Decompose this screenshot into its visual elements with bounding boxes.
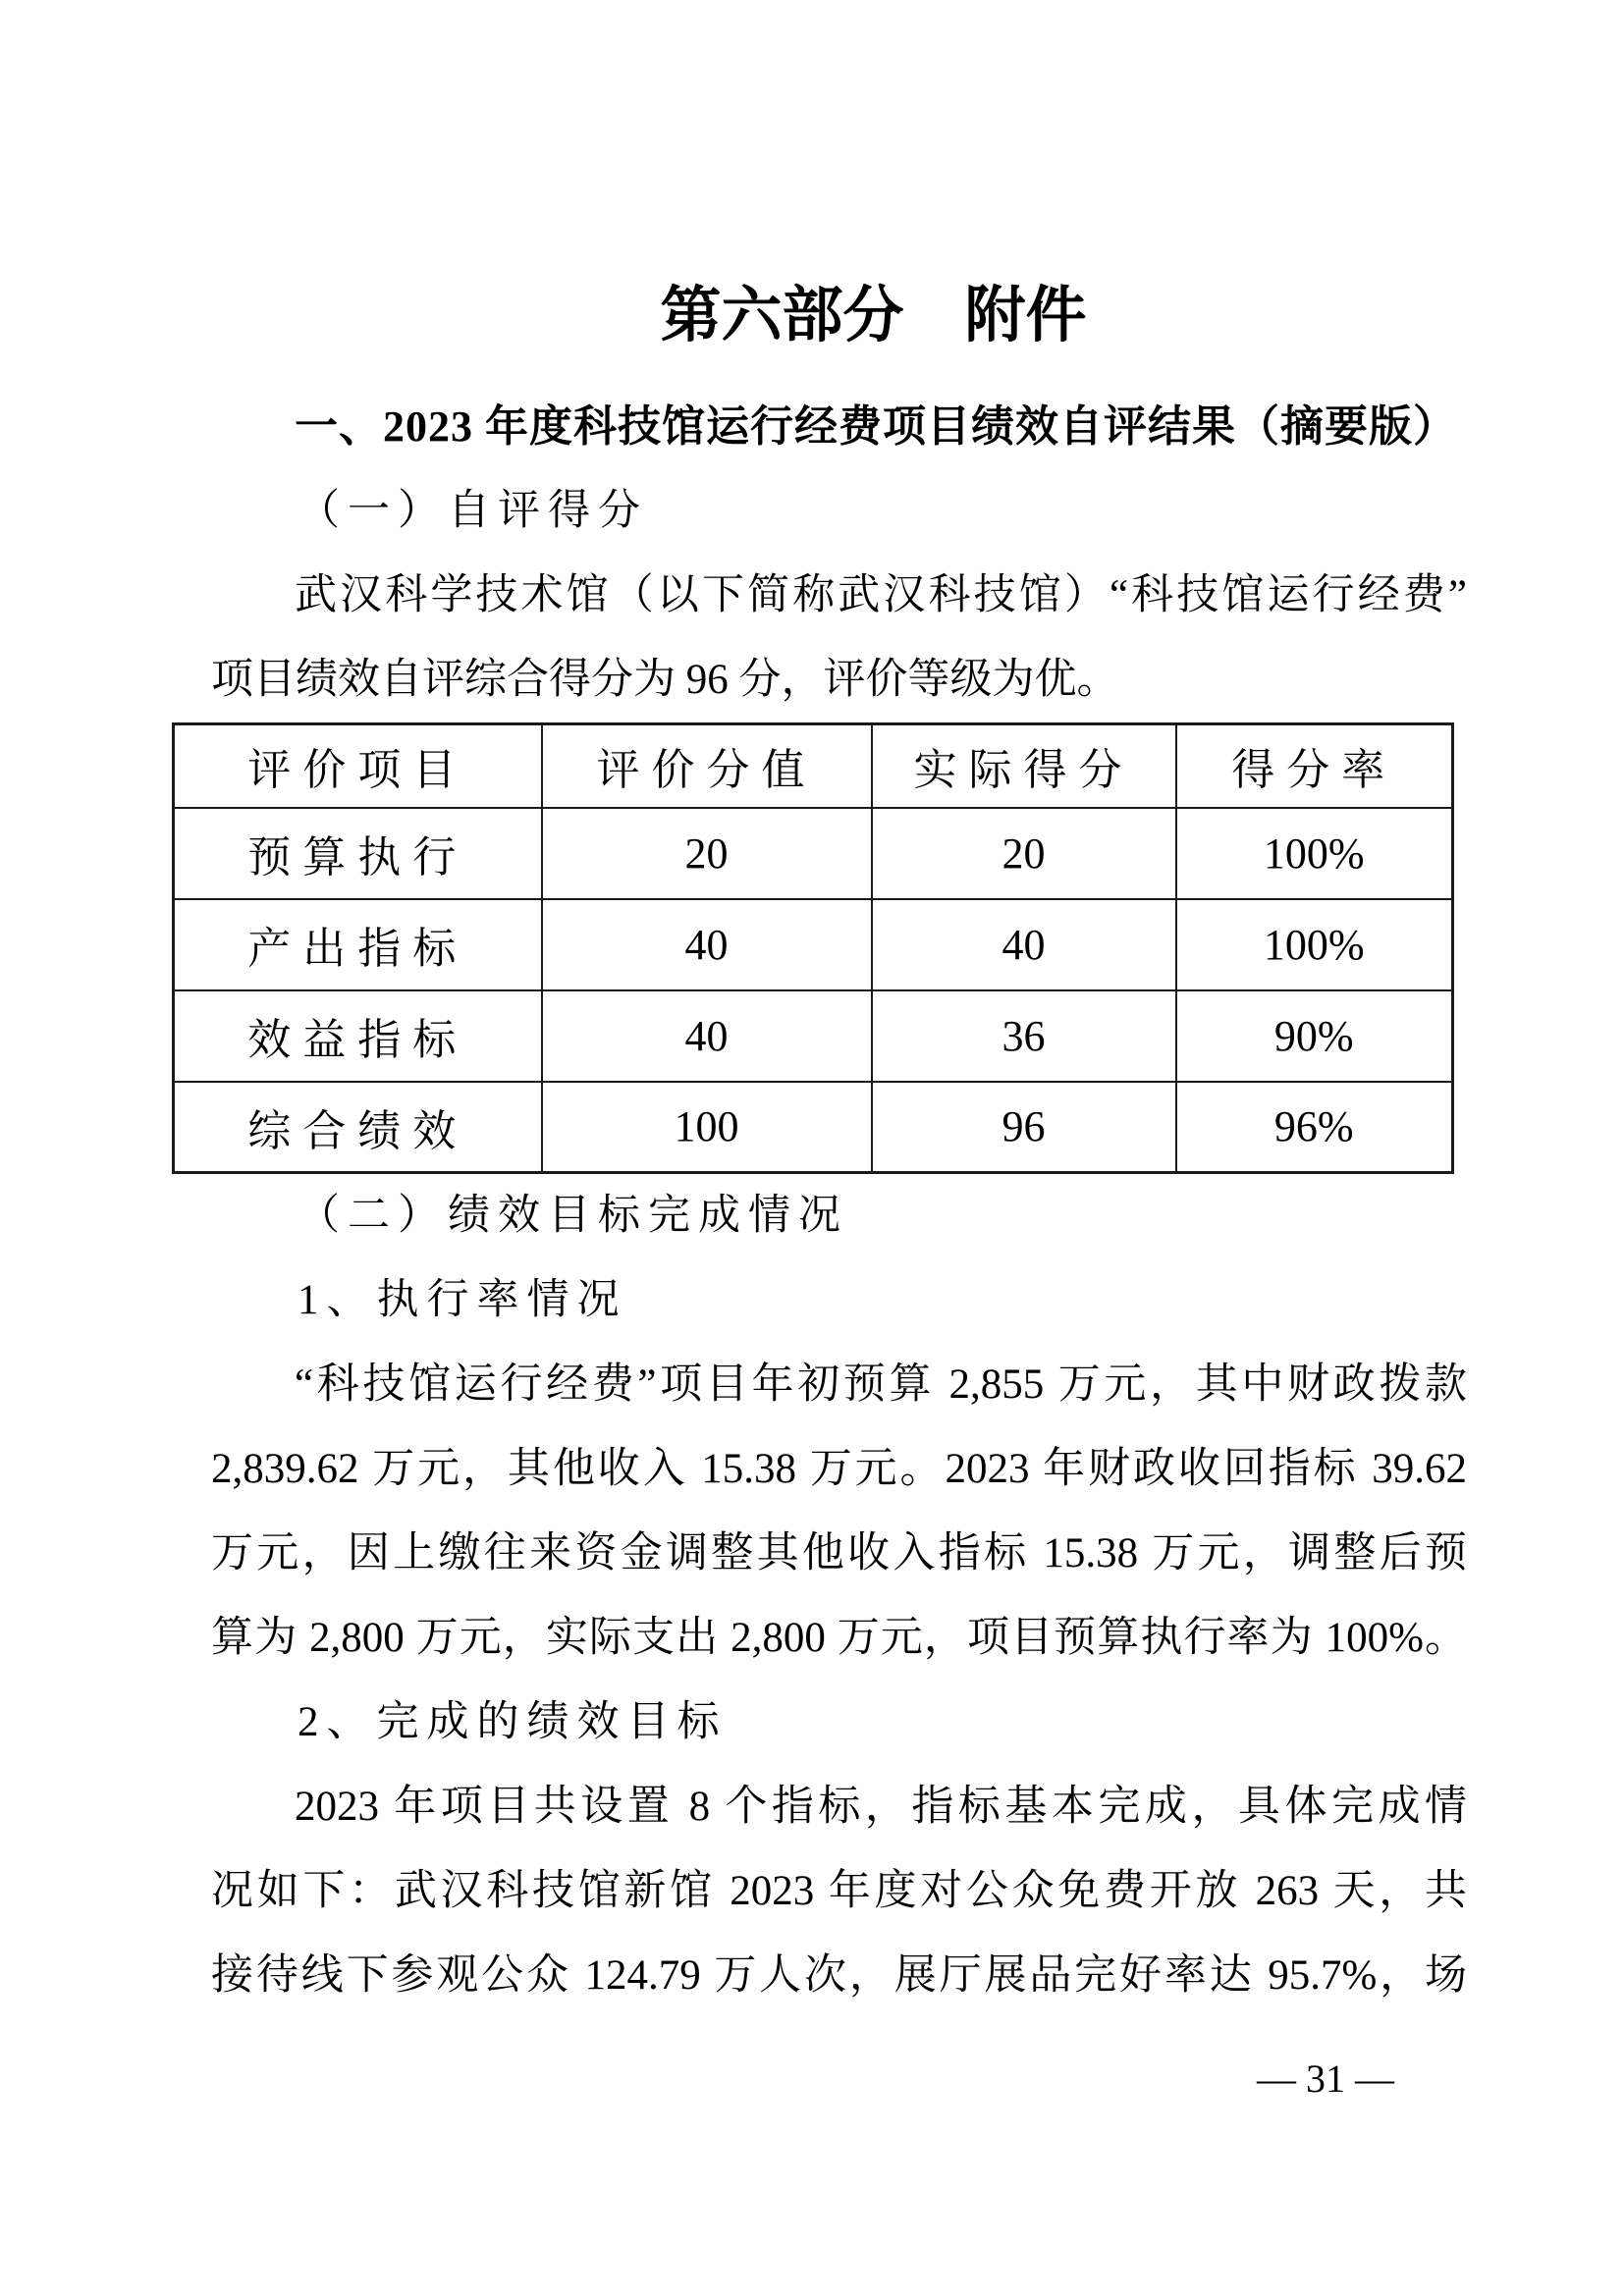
table-header-cell: 评价项目	[174, 724, 542, 808]
table-cell-rate: 96%	[1176, 1082, 1453, 1173]
table-cell-item: 效益指标	[174, 990, 542, 1082]
table-cell-score: 40	[872, 899, 1176, 990]
paragraph-line: 2,839.62 万元，其他收入 15.38 万元。2023 年财政收回指标 39.62	[211, 1446, 1467, 1492]
table-cell-value: 20	[542, 808, 872, 899]
paragraph-line: 武汉科学技术馆（以下简称武汉科技馆）“科技馆运行经费”	[295, 572, 1467, 618]
table-row	[174, 808, 1453, 899]
score-table	[172, 722, 1454, 1174]
page-title: 第六部分 附件	[660, 283, 1087, 349]
table-row	[174, 1082, 1453, 1173]
table-cell-score: 96	[872, 1082, 1176, 1173]
table-cell-rate: 100%	[1176, 808, 1453, 899]
paragraph-line: 接待线下参观公众 124.79 万人次，展厅展品完好率达 95.7%，场	[211, 1952, 1467, 1999]
subsection-heading-self-score: （一）自评得分	[298, 488, 648, 534]
sub-subsection-heading-completed-goals: 2、完成的绩效目标	[298, 1699, 728, 1745]
table-header-cell: 评价分值	[542, 724, 872, 808]
table-cell-rate: 100%	[1176, 899, 1453, 990]
paragraph-line: 况如下：武汉科技馆新馆 2023 年度对公众免费开放 263 天，共	[211, 1868, 1467, 1914]
table-cell-value: 40	[542, 990, 872, 1082]
paragraph-line: 2023 年项目共设置 8 个指标，指标基本完成，具体完成情	[295, 1784, 1467, 1830]
subsection-heading-goal-completion: （二）绩效目标完成情况	[298, 1193, 848, 1239]
table-row	[174, 899, 1453, 990]
table-row	[174, 990, 1453, 1082]
table-cell-item: 预算执行	[174, 808, 542, 899]
paragraph-line: “科技馆运行经费”项目年初预算 2,855 万元，其中财政拨款	[295, 1362, 1467, 1408]
sub-subsection-heading-execution-rate: 1、执行率情况	[298, 1277, 627, 1323]
table-header-cell: 实际得分	[872, 724, 1176, 808]
table-cell-value: 40	[542, 899, 872, 990]
table-cell-score: 20	[872, 808, 1176, 899]
table-cell-rate: 90%	[1176, 990, 1453, 1082]
paragraph-line: 算为 2,800 万元，实际支出 2,800 万元，项目预算执行率为 100%。	[211, 1615, 1467, 1661]
paragraph-line: 万元，因上缴往来资金调整其他收入指标 15.38 万元，调整后预	[211, 1530, 1467, 1576]
table-header-cell: 得分率	[1176, 724, 1453, 808]
table-cell-score: 36	[872, 990, 1176, 1082]
table-header-row	[174, 724, 1453, 808]
table-cell-item: 产出指标	[174, 899, 542, 990]
section-heading: 一、2023 年度科技馆运行经费项目绩效自评结果（摘要版）	[295, 402, 1457, 451]
table-cell-value: 100	[542, 1082, 872, 1173]
page-number: — 31 —	[1257, 2056, 1394, 2101]
paragraph-line: 项目绩效自评综合得分为 96 分，评价等级为优。	[211, 657, 1119, 703]
table-cell-item: 综合绩效	[174, 1082, 542, 1173]
